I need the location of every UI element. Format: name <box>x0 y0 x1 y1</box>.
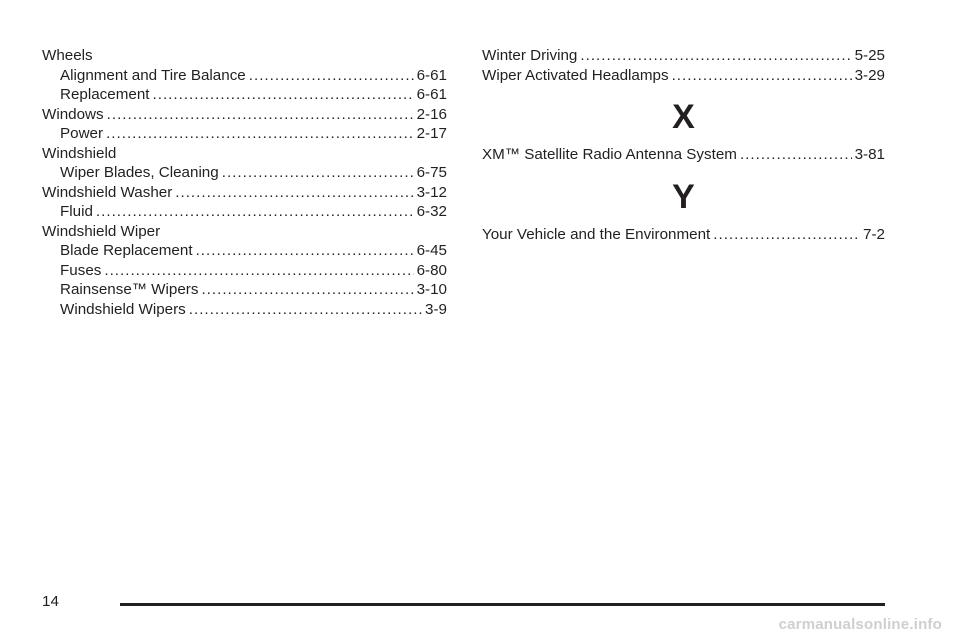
page-number: 14 <box>42 593 59 610</box>
index-entry-page: 6-61 <box>416 66 447 84</box>
index-entry-page: 3-12 <box>416 183 447 201</box>
dot-leader <box>153 85 414 105</box>
dot-leader <box>106 124 414 144</box>
dot-leader <box>104 261 413 281</box>
dot-leader <box>713 225 860 245</box>
index-left-column <box>42 46 447 319</box>
index-entry-page: 6-80 <box>416 261 447 279</box>
index-entry-page: 5-25 <box>854 47 885 64</box>
index-entry-page: 6-61 <box>416 86 447 103</box>
index-entry-label: XM™ Satellite Radio Antenna System <box>482 146 737 163</box>
dot-leader <box>249 66 414 86</box>
footer-rule <box>120 603 885 606</box>
index-entry-label: Windshield <box>42 144 117 162</box>
index-entry <box>42 241 447 261</box>
index-entry <box>42 66 447 86</box>
index-entry-page: 3-81 <box>854 146 885 163</box>
index-entry <box>42 46 447 66</box>
index-entry <box>42 163 447 183</box>
index-entry-page: 6-75 <box>416 164 447 181</box>
index-entry <box>42 280 447 300</box>
index-entry-label: Windows <box>42 105 104 123</box>
index-entry <box>42 202 447 222</box>
index-entry <box>482 225 885 245</box>
index-entry <box>42 124 447 144</box>
index-entry-label: Power <box>60 125 104 142</box>
index-entry <box>482 46 885 66</box>
index-entry <box>42 222 447 242</box>
index-entry-label: Wiper Blades, Cleaning <box>60 164 219 181</box>
index-entry-page: 3-10 <box>416 281 447 298</box>
index-entry-label: Your Vehicle and the Environment <box>482 225 711 243</box>
dot-leader <box>222 163 414 183</box>
index-entry-label: Windshield Washer <box>42 183 173 201</box>
dot-leader <box>196 241 414 261</box>
index-entry <box>42 183 447 203</box>
index-entry <box>42 300 447 320</box>
dot-leader <box>580 46 851 66</box>
index-entry-page: 3-9 <box>425 300 447 318</box>
index-entry-label: Replacement <box>60 86 150 103</box>
index-entry-label: Windshield Wiper <box>42 222 161 240</box>
index-right-column <box>482 46 885 244</box>
dot-leader <box>201 280 413 300</box>
index-entry-label: Windshield Wipers <box>60 300 186 318</box>
index-entry-label: Rainsense™ Wipers <box>60 281 199 298</box>
index-entry <box>42 261 447 281</box>
index-entry <box>482 66 885 86</box>
watermark: carmanualsonline.info <box>778 616 942 633</box>
index-entry-page: 3-29 <box>854 66 885 84</box>
index-entry-label: Blade Replacement <box>60 242 193 259</box>
dot-leader <box>189 300 422 320</box>
dot-leader <box>672 66 852 86</box>
section-letter-heading: X <box>672 98 695 136</box>
dot-leader <box>96 202 414 222</box>
index-entry <box>42 105 447 125</box>
index-entry-page: 7-2 <box>863 225 885 243</box>
section-letter-heading: Y <box>672 177 695 216</box>
index-entry-label: Alignment and Tire Balance <box>60 66 246 84</box>
index-entry-label: Fluid <box>60 203 93 220</box>
dot-leader <box>175 183 413 203</box>
index-entry <box>482 145 885 165</box>
index-entry <box>42 85 447 105</box>
index-entry-page: 6-45 <box>416 242 447 259</box>
dot-leader <box>107 105 414 125</box>
index-entry <box>42 144 447 164</box>
dot-leader <box>740 145 852 165</box>
index-entry-page: 2-16 <box>416 105 447 123</box>
index-entry-label: Fuses <box>60 261 102 279</box>
index-entry-page: 6-32 <box>416 203 447 220</box>
index-entry-label: Wiper Activated Headlamps <box>482 66 669 84</box>
index-entry-page: 2-17 <box>416 125 447 142</box>
index-entry-label: Winter Driving <box>482 47 578 64</box>
index-entry-label: Wheels <box>42 47 93 64</box>
